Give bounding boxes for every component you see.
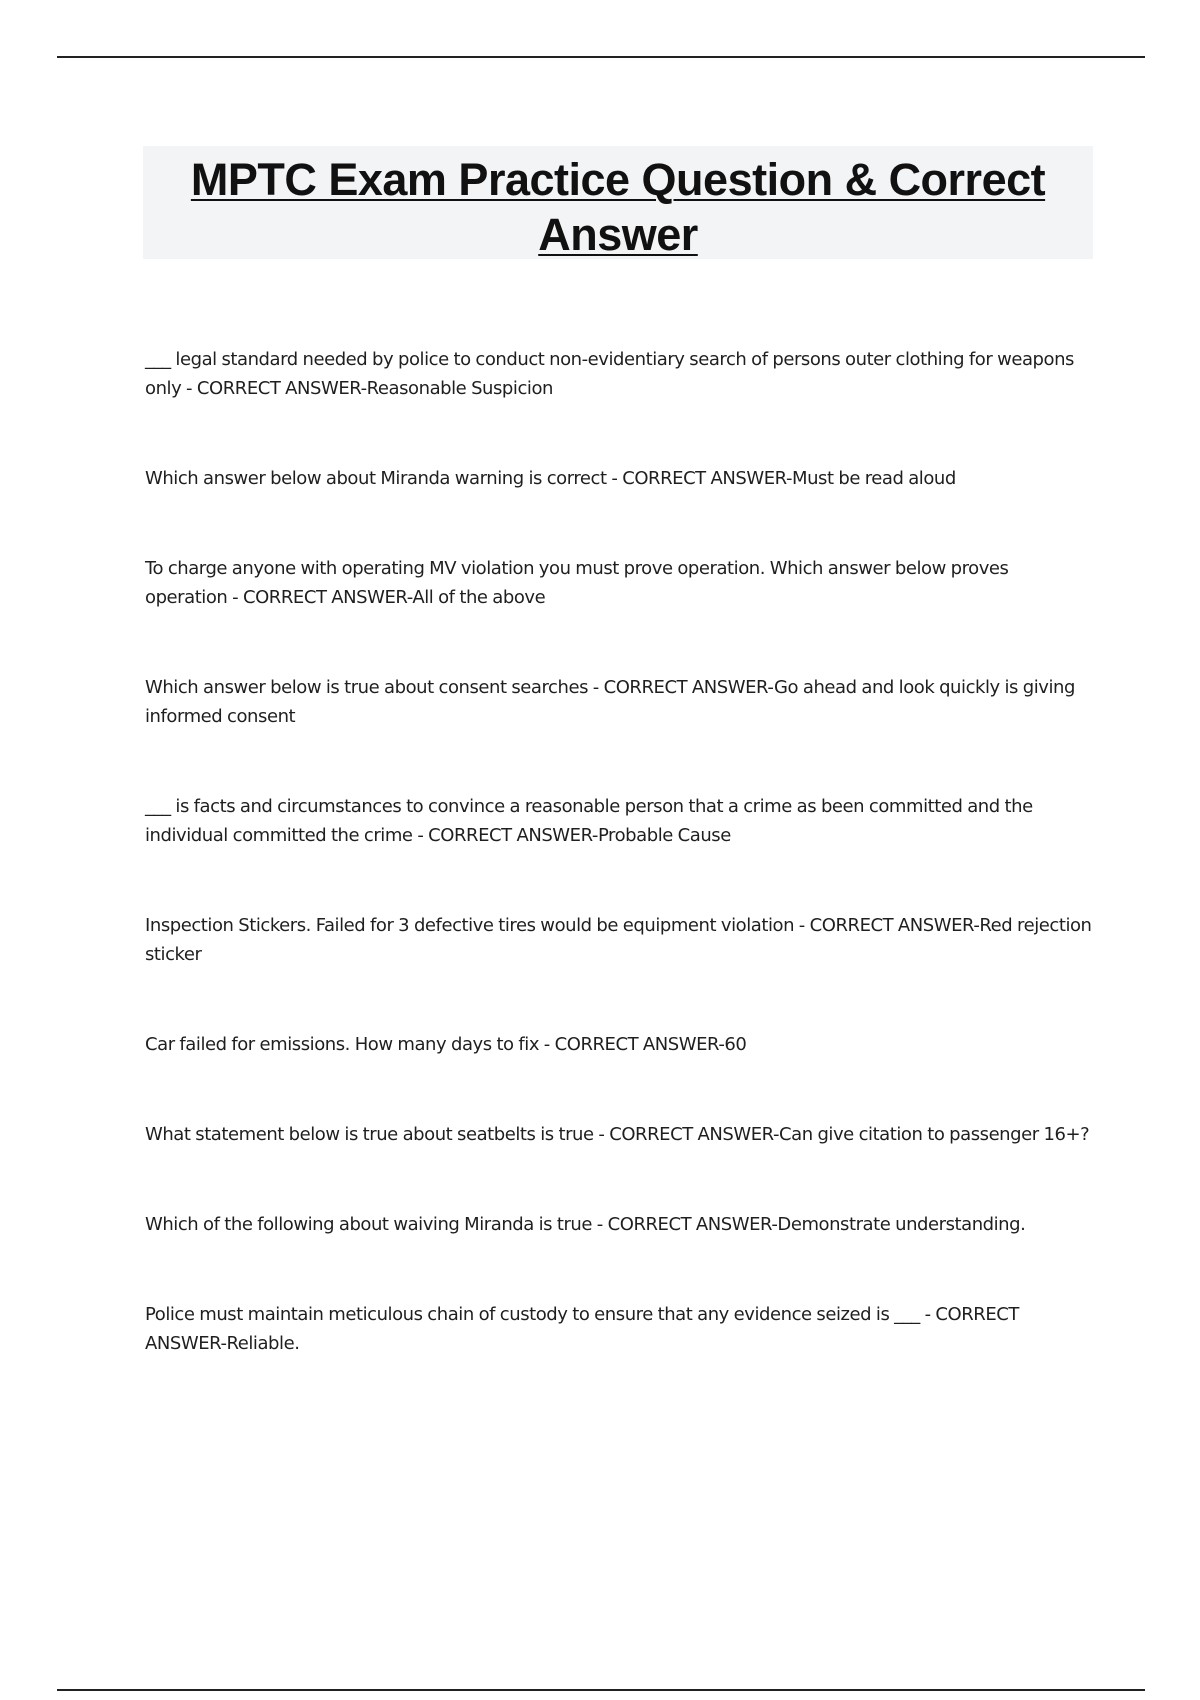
- qa-item: What statement below is true about seatbelts is true - CORRECT ANSWER-Can give citation to passenger 16+?: [145, 1124, 1090, 1145]
- qa-item: Which answer below is true about consent searches - CORRECT ANSWER-Go ahead and look quickly is giving informed consent: [145, 677, 1075, 727]
- qa-item: Which answer below about Miranda warning is correct - CORRECT ANSWER-Must be read aloud: [145, 468, 956, 489]
- document-title: MPTC Exam Practice Question & Correct Answer: [190, 154, 1046, 260]
- bottom-divider: [57, 1689, 1145, 1691]
- qa-item: To charge anyone with operating MV violation you must prove operation. Which answer below proves operation - CORRECT ANSWER-All of the above: [145, 558, 1009, 608]
- qa-item: ___ is facts and circumstances to convince a reasonable person that a crime as been committed and the individual committed the crime - CORRECT ANSWER-Probable Cause: [145, 796, 1033, 846]
- qa-item: Which of the following about waiving Miranda is true - CORRECT ANSWER-Demonstrate understanding.: [145, 1214, 1026, 1235]
- qa-item: Car failed for emissions. How many days to fix - CORRECT ANSWER-60: [145, 1034, 747, 1055]
- top-divider: [57, 56, 1145, 58]
- qa-item: Inspection Stickers. Failed for 3 defective tires would be equipment violation - CORRECT ANSWER-Red rejection sticker: [145, 915, 1092, 965]
- qa-item: ___ legal standard needed by police to conduct non-evidentiary search of persons outer clothing for weapons only - CORRECT ANSWER-Reasonable Suspicion: [145, 349, 1074, 399]
- question-answer-list: [145, 345, 1095, 1419]
- title-banner: [143, 146, 1093, 259]
- qa-item: Police must maintain meticulous chain of custody to ensure that any evidence seized is ___ - CORRECT ANSWER-Reliable.: [145, 1304, 1019, 1354]
